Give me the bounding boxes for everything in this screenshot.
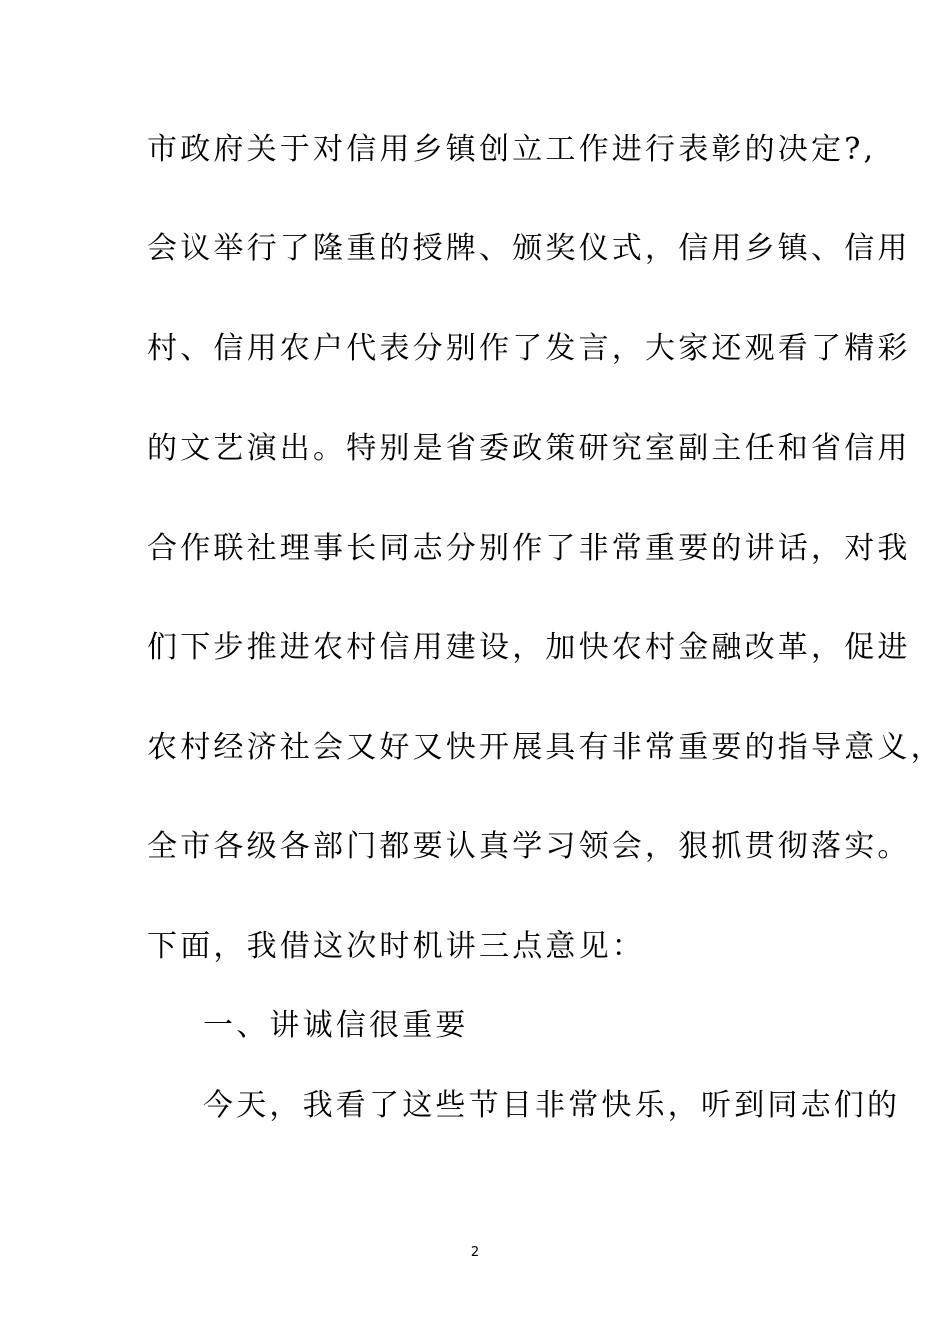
body-text-line: 下面，我借这次时机讲三点意见： — [147, 929, 645, 964]
body-text-line: 的文艺演出。特别是省委政策研究室副主任和省信用 — [147, 431, 911, 466]
body-text-line: 村、信用农户代表分别作了发言，大家还观看了精彩 — [147, 331, 911, 366]
page-number: 2 — [470, 1245, 480, 1260]
body-text-line: 今天，我看了这些节目非常快乐，听到同志们的 — [203, 1088, 901, 1123]
body-text-line: 合作联社理事长同志分别作了非常重要的讲话，对我 — [147, 531, 911, 566]
body-text-line: 会议举行了隆重的授牌、颁奖仪式，信用乡镇、信用 — [147, 231, 911, 266]
section-heading: 一、讲诚信很重要 — [203, 1008, 469, 1043]
body-text-line: 全市各级各部门都要认真学习领会，狠抓贯彻落实。 — [147, 829, 911, 864]
body-text-line: 农村经济社会又好又快开展具有非常重要的指导意义， — [147, 730, 944, 765]
body-text-line: 们下步推进农村信用建设，加快农村金融改革，促进 — [147, 630, 911, 665]
body-text-line: 市政府关于对信用乡镇创立工作进行表彰的决定?, — [147, 132, 877, 167]
